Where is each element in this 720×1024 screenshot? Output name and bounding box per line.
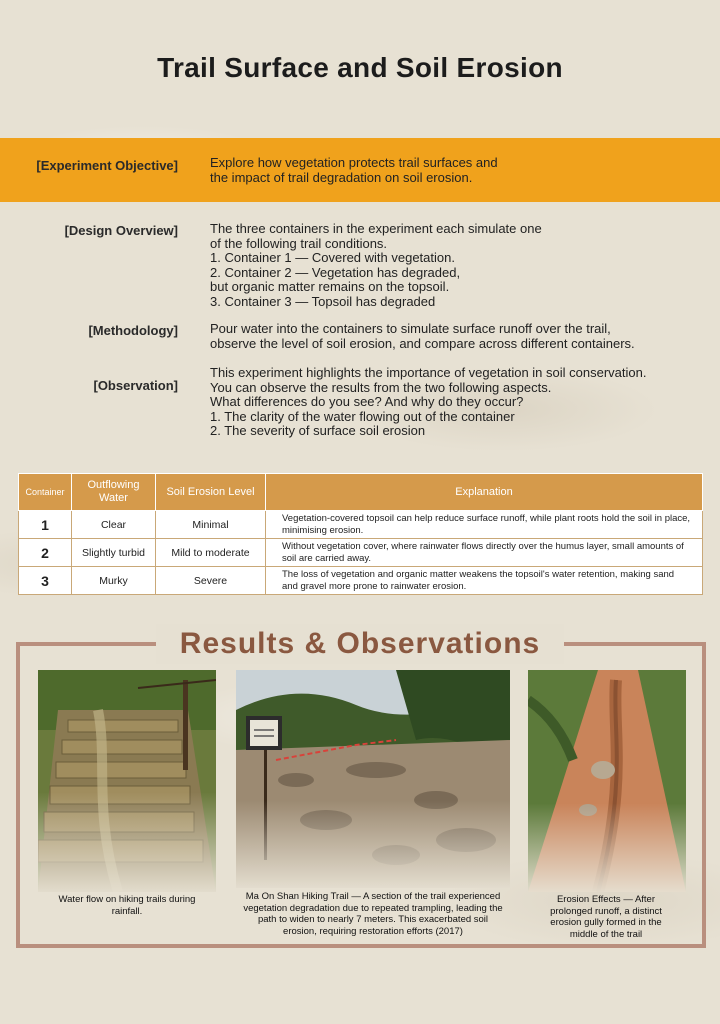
cell-explanation: The loss of vegetation and organic matter weakens the topsoil's water retention, making sand and gravel more prone to rainwater erosion.	[266, 567, 703, 595]
cell-water: Clear	[72, 511, 156, 539]
results-table	[18, 473, 703, 595]
caption-erosion-effects: Erosion Effects — After prolonged runoff, a distinct erosion gully formed in the middle of the trail	[550, 894, 662, 940]
cell-erosion: Mild to moderate	[156, 539, 266, 567]
methodology-line: Pour water into the containers to simulate surface runoff over the trail,	[210, 321, 611, 336]
cell-explanation: Without vegetation cover, where rainwater flows directly over the humus layer, small amounts of soil are carried away.	[266, 539, 703, 567]
design-line: but organic matter remains on the topsoil.	[210, 279, 450, 295]
design-line: of the following trail conditions.	[210, 235, 388, 251]
objective-label: [Experiment Objective]	[36, 158, 178, 173]
design-line: 2. Container 2 — Vegetation has degraded,	[210, 264, 461, 280]
objective-line: Explore how vegetation protects trail surfaces and	[210, 155, 498, 170]
observation-line: You can observe the results from the two following aspects.	[210, 379, 552, 395]
results-heading: Results & Observations	[156, 624, 564, 664]
observation-line: What differences do you see? And why do they occur?	[210, 394, 524, 410]
methodology-label: [Methodology]	[88, 323, 178, 338]
observation-line: 1. The clarity of the water flowing out of the container	[210, 408, 515, 424]
cell-container: 3	[19, 567, 72, 595]
table-row	[19, 567, 703, 595]
design-text	[210, 222, 700, 310]
observation-line: 2. The severity of surface soil erosion	[210, 423, 426, 439]
observation-line: This experiment highlights the importance of vegetation in soil conservation.	[210, 365, 647, 380]
table-row	[19, 539, 703, 567]
photo-trail-rainfall	[38, 670, 216, 892]
cell-water: Slightly turbid	[72, 539, 156, 567]
photo-erosion-gully	[528, 670, 686, 892]
cell-container: 1	[19, 511, 72, 539]
cell-container: 2	[19, 539, 72, 567]
cell-explanation: Vegetation-covered topsoil can help reduce surface runoff, while plant roots hold the soil in place, minimising erosion.	[266, 511, 703, 539]
caption-ma-on-shan: Ma On Shan Hiking Trail — A section of the trail experienced vegetation degradation due to repeated trampling, leading the path to widen to nearly 7 meters. This exacerbated soil erosion, requiring restoration efforts (2017)	[243, 891, 503, 937]
objective-text	[210, 156, 700, 185]
cell-erosion: Severe	[156, 567, 266, 595]
caption-trail-rainfall: Water flow on hiking trails during rainfall.	[58, 894, 196, 917]
header-soil-erosion: Soil Erosion Level	[156, 474, 266, 511]
objective-line: the impact of trail degradation on soil erosion.	[210, 169, 473, 185]
header-explanation: Explanation	[266, 474, 703, 511]
table-row	[19, 511, 703, 539]
design-label: [Design Overview]	[64, 223, 178, 238]
photo-ma-on-shan-trail	[236, 670, 510, 888]
design-line: 3. Container 3 — Topsoil has degraded	[210, 293, 436, 309]
methodology-text	[210, 322, 700, 351]
page-title: Trail Surface and Soil Erosion	[157, 52, 563, 83]
design-line: 1. Container 1 — Covered with vegetation.	[210, 250, 455, 266]
cell-water: Murky	[72, 567, 156, 595]
header-container: Container	[19, 474, 72, 511]
table-header-row	[19, 474, 703, 511]
observation-label: [Observation]	[93, 378, 178, 393]
design-line: The three containers in the experiment each simulate one	[210, 221, 542, 236]
header-outflowing-water: Outflowing Water	[72, 474, 156, 511]
methodology-line: observe the level of soil erosion, and compare across different containers.	[210, 335, 635, 351]
cell-erosion: Minimal	[156, 511, 266, 539]
observation-text	[210, 366, 700, 439]
